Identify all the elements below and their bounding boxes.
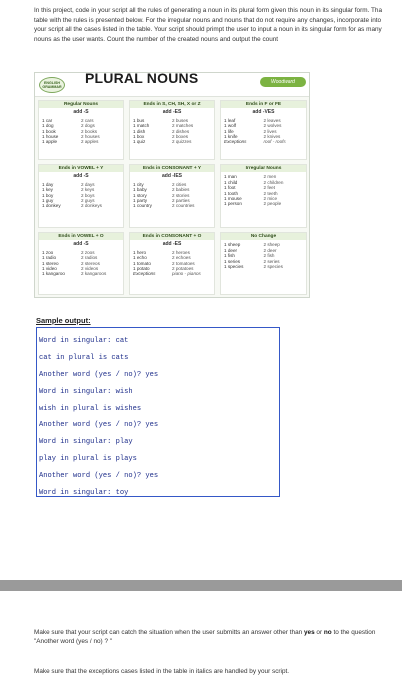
list-item: 1 party 2 parties bbox=[133, 198, 190, 204]
console-line: Another word (yes / no)? yes bbox=[39, 421, 159, 430]
section-divider bbox=[0, 580, 402, 591]
list-item: 1 day 2 days bbox=[42, 181, 95, 187]
panel-title: Ends in VOWEL + O bbox=[39, 233, 123, 240]
list-item: 1 echo 2 echoes bbox=[133, 255, 191, 261]
list-item: 1 sheep 2 sheep bbox=[224, 242, 280, 248]
console-line: Another word (yes / no)? yes bbox=[39, 371, 159, 380]
panel-title: Ends in S, CH, SH, X or Z bbox=[130, 101, 214, 108]
list-item: 1 stereo 2 stereos bbox=[42, 260, 100, 266]
panel-title: Ends in CONSONANT + Y bbox=[130, 165, 214, 172]
panel-no-change bbox=[220, 232, 307, 295]
list-item: 1 apple 2 apples bbox=[42, 139, 99, 145]
console-line: play in plural is plays bbox=[39, 455, 137, 464]
panel-rule: add -S bbox=[73, 109, 89, 116]
list-item: 1 foot 2 feet bbox=[224, 185, 275, 191]
panel-title: No Change bbox=[221, 233, 306, 240]
list-item: 1 house 2 houses bbox=[42, 134, 100, 140]
list-item: 1 wolf 2 wolves bbox=[224, 123, 282, 129]
list-item: 1 story 2 stories bbox=[133, 192, 190, 198]
list-item: 1 deer 2 deer bbox=[224, 247, 277, 253]
list-item: 1 hero 2 heroes bbox=[133, 249, 190, 255]
list-item: 1 person 2 people bbox=[224, 201, 282, 207]
panel-regular-nouns bbox=[38, 100, 124, 160]
panel-ends-s-ch-sh-x-z bbox=[129, 100, 215, 160]
list-item: 1 life 2 lives bbox=[224, 128, 277, 134]
console-line: Word in singular: cat bbox=[39, 337, 129, 346]
list-item: 1 boy 2 boys bbox=[42, 192, 95, 198]
panel-rule: add -S bbox=[73, 173, 89, 180]
console-line: cat in plural is cats bbox=[39, 354, 129, 363]
list-item: 1 quiz 2 quizzes bbox=[133, 139, 192, 145]
panel-consonant-o bbox=[129, 232, 215, 295]
list-item: 1 tooth 2 teeth bbox=[224, 190, 278, 196]
list-item: 1 series 2 series bbox=[224, 258, 280, 264]
list-item: 1 car 2 cars bbox=[42, 117, 94, 123]
infographic-header bbox=[35, 73, 309, 97]
list-item: 1 radio 2 radios bbox=[42, 255, 98, 261]
panel-ends-f-fe bbox=[220, 100, 307, 160]
list-item: 1 dish 2 dishes bbox=[133, 128, 190, 134]
panel-title: Regular Nouns bbox=[39, 101, 123, 108]
footer-note-answer-check: Make sure that your script can catch the situation when the user submitts an answer other than yes or no to the question "Another word (yes / no) ? " bbox=[34, 629, 376, 646]
panel-consonant-y bbox=[129, 164, 215, 228]
list-item: 1 zoo 2 zoos bbox=[42, 249, 95, 255]
list-item: 1 match 2 matches bbox=[133, 123, 194, 129]
list-item: 1 leaf 2 leaves bbox=[224, 117, 281, 123]
panel-title: Ends in CONSONANT + O bbox=[130, 233, 214, 240]
list-item: 1 potato 2 potatoes bbox=[133, 266, 194, 272]
panel-rule: add -ES bbox=[162, 241, 182, 248]
list-item: 1 kangaroo 2 kangaroos bbox=[42, 271, 107, 277]
console-line: Word in singular: play bbox=[39, 438, 133, 447]
list-item: 1 book 2 books bbox=[42, 128, 98, 134]
list-item: 1 city 2 cities bbox=[133, 181, 187, 187]
list-item: 1 dog 2 dogs bbox=[42, 123, 95, 129]
brand-logo: Woodward bbox=[260, 77, 306, 87]
panel-vowel-o bbox=[38, 232, 124, 295]
panel-rule: add -IES bbox=[161, 173, 182, 180]
panel-rule: add -S bbox=[73, 241, 89, 248]
panel-irregular bbox=[220, 164, 307, 228]
intro-paragraph: In this project, code in your script all the rules of generating a noun in its plural form given this noun in its singular form. Tha table with the rules is presented below. For the irregular nouns and nouns that do not require any changes, incorporate into your script all the cases listed in the table. Your script should primpt the user to input a noun in its singular form for as many nouns as the user wants. Count the number of the created nouns and output the count bbox=[34, 7, 382, 43]
panel-title: Irregular Nouns bbox=[221, 165, 306, 172]
console-line: Word in singular: toy bbox=[39, 488, 129, 497]
list-item: 1 fish 2 fish bbox=[224, 253, 275, 259]
panel-rule: add -VES bbox=[252, 109, 275, 116]
list-item: 1 mouse 2 mice bbox=[224, 196, 278, 202]
console-line: Another word (yes / no)? yes bbox=[39, 471, 159, 480]
panel-title: Ends in F or FE bbox=[221, 101, 306, 108]
panel-vowel-y bbox=[38, 164, 124, 228]
list-item: 1 tomato 2 tomatoes bbox=[133, 260, 195, 266]
list-item: 1 key 2 keys bbox=[42, 187, 95, 193]
sample-output-label: Sample output: bbox=[36, 316, 91, 325]
list-item: 1 species 2 species bbox=[224, 264, 283, 270]
list-item: 1 baby 2 babies bbox=[133, 187, 190, 193]
english-grammar-badge: ENGLISH GRAMMAR bbox=[39, 77, 65, 93]
panel-rule: add -ES bbox=[162, 109, 182, 116]
plural-nouns-infographic bbox=[34, 72, 310, 298]
infographic-title: PLURAL NOUNS bbox=[85, 72, 199, 86]
list-item: 1 child 2 children bbox=[224, 179, 284, 185]
list-item: Exceptions roof - roofs bbox=[224, 139, 286, 145]
list-item: 1 box 2 boxes bbox=[133, 134, 189, 140]
sample-output-console bbox=[36, 327, 280, 497]
list-item: 1 donkey 2 donkeys bbox=[42, 203, 102, 209]
panel-title: Ends in VOWEL + Y bbox=[39, 165, 123, 172]
console-line: wish in plural is wishes bbox=[39, 404, 142, 413]
list-item: 1 guy 2 guys bbox=[42, 198, 95, 204]
list-item: 1 man 2 men bbox=[224, 174, 277, 180]
footer-note-exceptions: Make sure that the exceptions cases listed in the table in italics are handled by your script. bbox=[34, 668, 290, 675]
list-item: 1 country 2 countries bbox=[133, 203, 195, 209]
list-item: 1 video 2 videos bbox=[42, 266, 99, 272]
console-line: Word in singular: wish bbox=[39, 387, 133, 396]
list-item: 1 bus 2 buses bbox=[133, 117, 189, 123]
list-item: Exceptions piano - pianos bbox=[133, 271, 201, 277]
list-item: 1 knife 2 knives bbox=[224, 134, 281, 140]
